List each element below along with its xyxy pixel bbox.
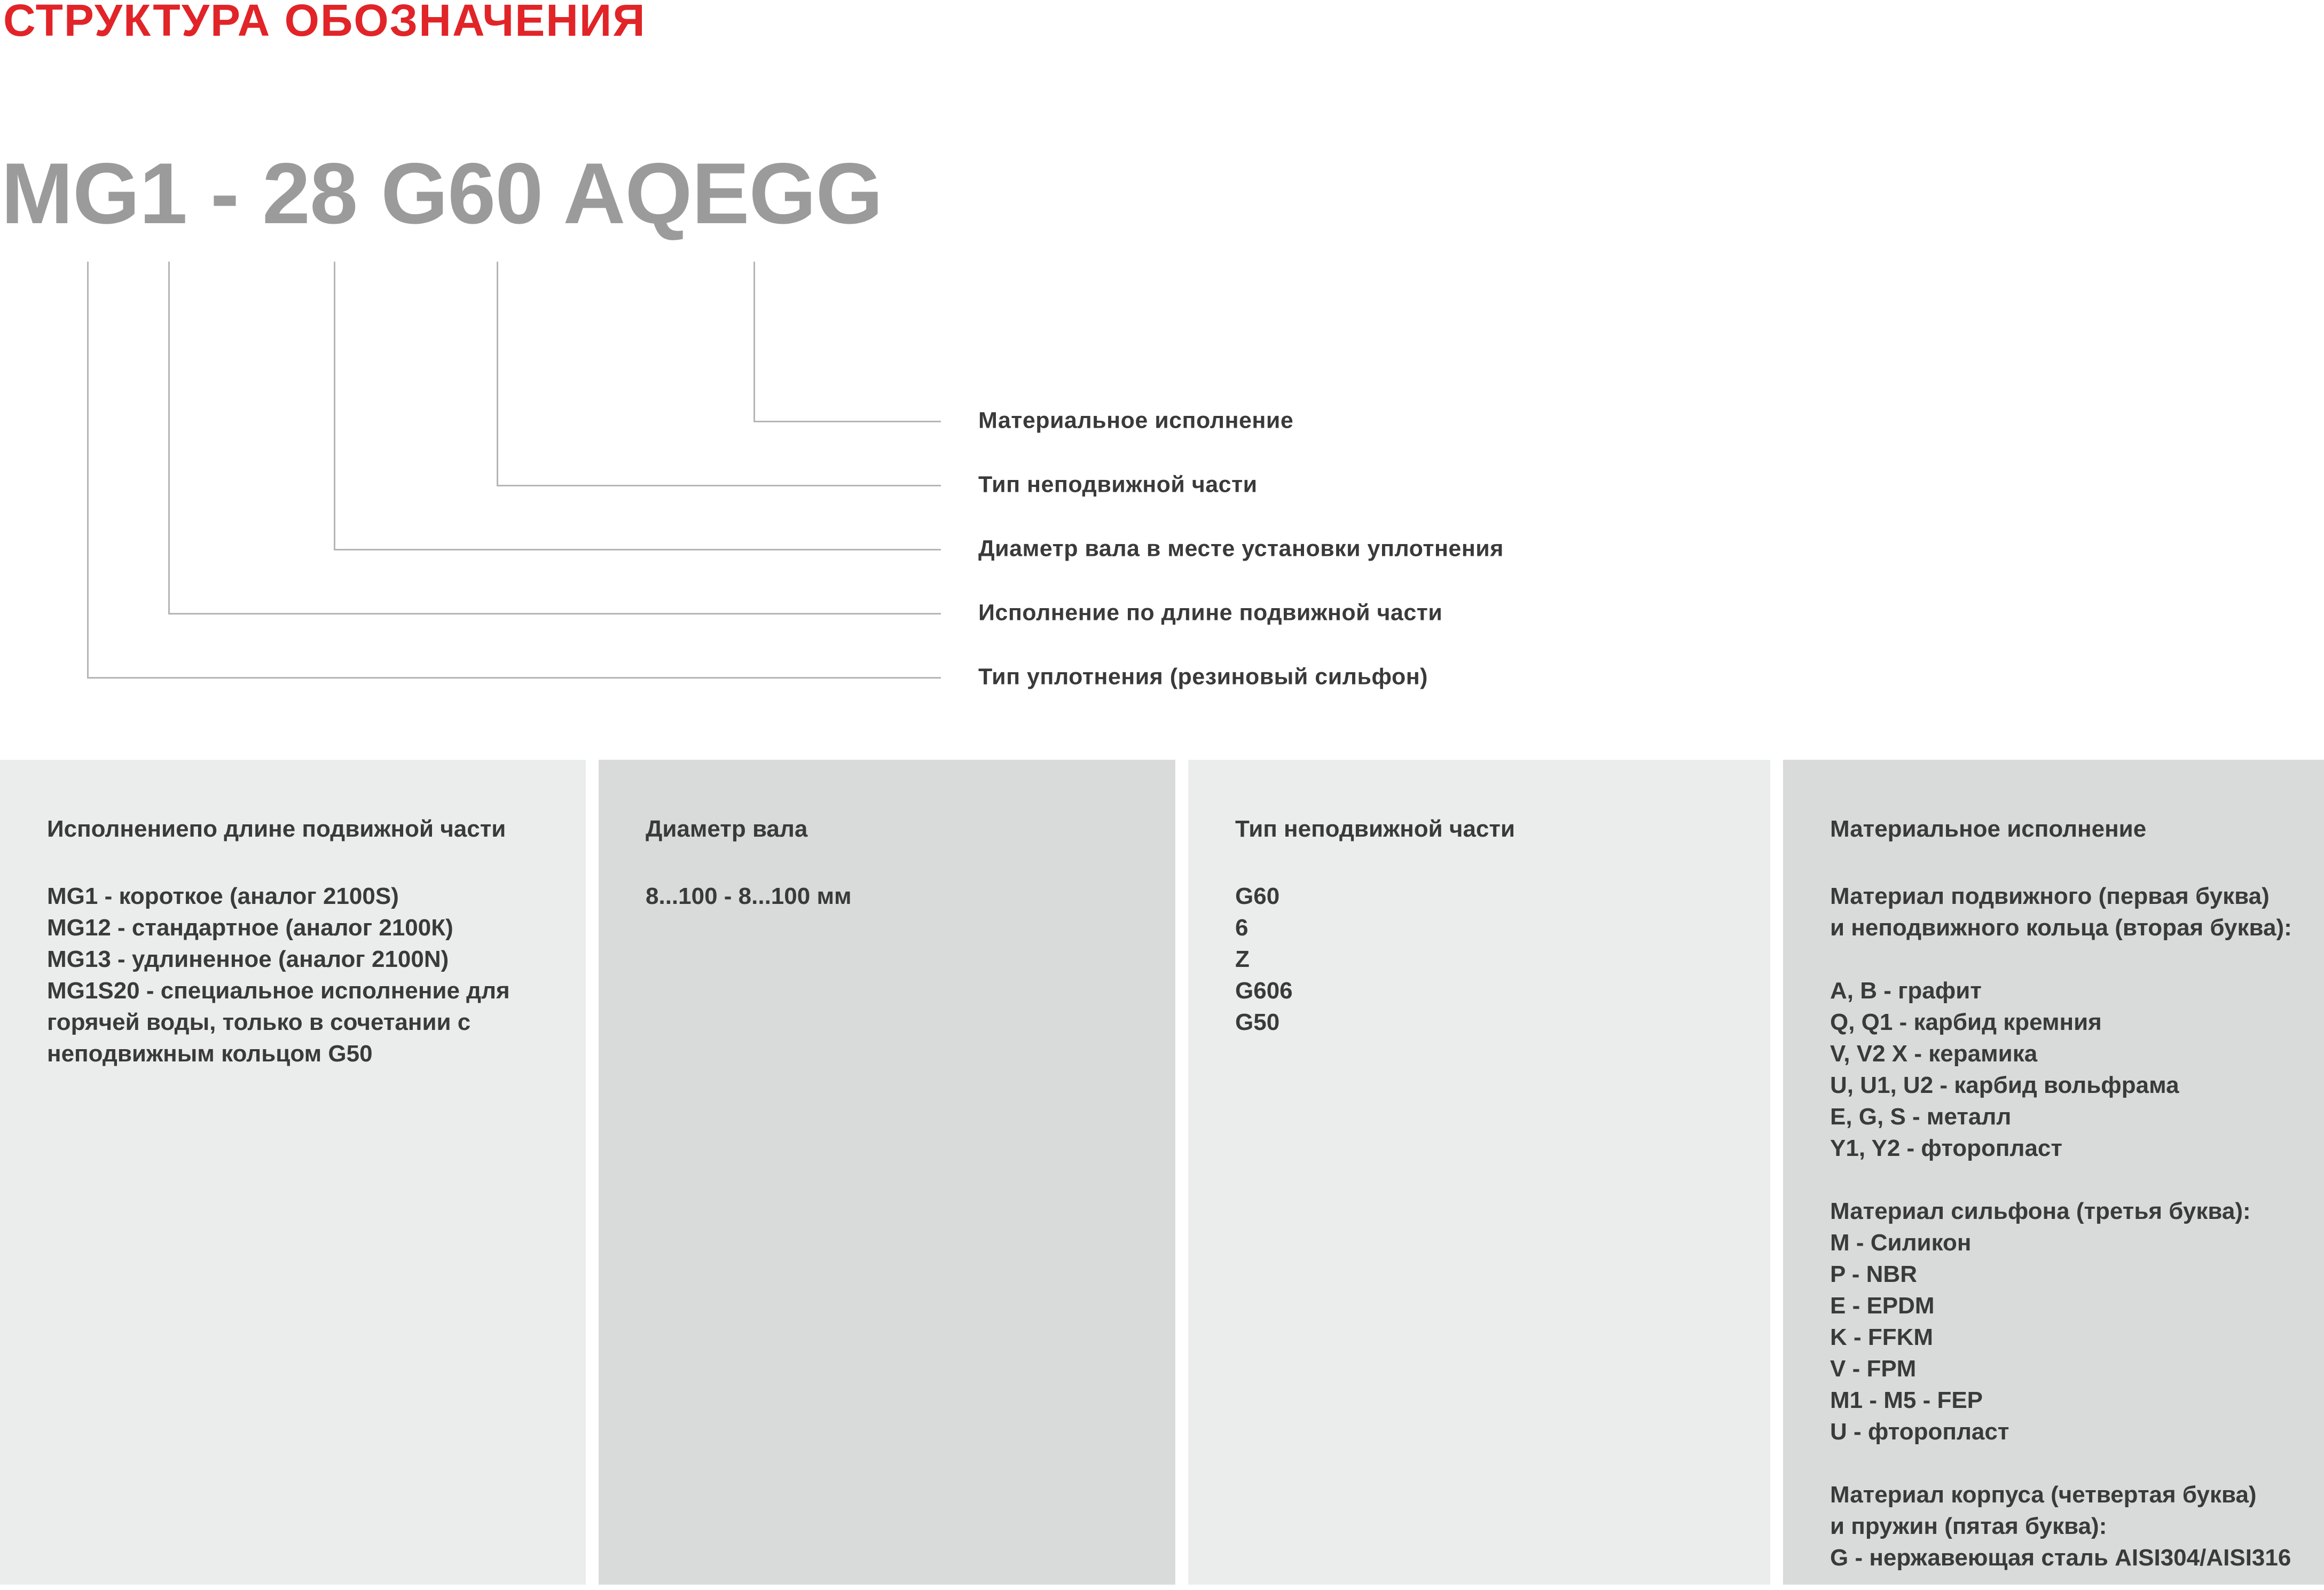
column-line: Q, Q1 - карбид кремния bbox=[1830, 1009, 2102, 1035]
column-line: E, G, S - металл bbox=[1830, 1104, 2012, 1130]
column-header: Диаметр вала bbox=[646, 816, 808, 842]
column-header: Тип неподвижной части bbox=[1235, 816, 1516, 842]
column-line: неподвижным кольцом G50 bbox=[47, 1041, 373, 1067]
column-line: Материал корпуса (четвертая буква) bbox=[1830, 1482, 2257, 1508]
column-line: V - FPM bbox=[1830, 1356, 1917, 1382]
column-line: M - Силикон bbox=[1830, 1230, 1972, 1256]
column-line: MG1S20 - специальное исполнение для bbox=[47, 978, 510, 1004]
column-stationary-type bbox=[1188, 760, 1770, 1585]
column-line: E - EPDM bbox=[1830, 1293, 1935, 1319]
callout-line-vertical bbox=[334, 262, 335, 550]
column-line: Материал подвижного (первая буква) bbox=[1830, 883, 2270, 909]
column-line: Y1, Y2 - фторопласт bbox=[1830, 1135, 2062, 1161]
callout-line-horizontal bbox=[753, 421, 941, 422]
column-paragraph bbox=[646, 880, 1170, 912]
callout-line-horizontal bbox=[334, 549, 941, 550]
product-code: MG1 - 28 G60 AQEGG bbox=[1, 145, 883, 242]
column-paragraph bbox=[1830, 1195, 2319, 1447]
callout-label-seal-type: Тип уплотнения (резиновый сильфон) bbox=[978, 664, 1428, 690]
column-paragraph bbox=[47, 880, 580, 1069]
column-material bbox=[1783, 760, 2324, 1585]
column-length-variant bbox=[0, 760, 586, 1585]
callout-line-vertical bbox=[497, 262, 498, 486]
column-line: M1 - M5 - FEP bbox=[1830, 1387, 1983, 1413]
callout-line-horizontal bbox=[87, 677, 941, 679]
column-line: K - FFKM bbox=[1830, 1324, 1934, 1350]
column-line: P - NBR bbox=[1830, 1261, 1917, 1287]
column-header: Исполнениепо длине подвижной части bbox=[47, 816, 506, 842]
callout-line-vertical bbox=[87, 262, 89, 679]
column-line: Z bbox=[1235, 946, 1250, 972]
column-paragraph bbox=[1830, 975, 2319, 1164]
column-shaft-diameter bbox=[599, 760, 1175, 1585]
column-line: и пружин (пятая буква): bbox=[1830, 1513, 2107, 1539]
callout-label-length-variant: Исполнение по длине подвижной части bbox=[978, 600, 1443, 626]
column-line: 8...100 - 8...100 мм bbox=[646, 883, 852, 909]
column-paragraph bbox=[1830, 880, 2319, 943]
callout-label-shaft-diameter: Диаметр вала в месте установки уплотнения bbox=[978, 536, 1504, 562]
column-line: 6 bbox=[1235, 915, 1249, 941]
column-line: G606 bbox=[1235, 978, 1293, 1004]
callout-line-vertical bbox=[753, 262, 755, 422]
column-line: V, V2 X - керамика bbox=[1830, 1041, 2038, 1067]
page-title: СТРУКТУРА ОБОЗНАЧЕНИЯ bbox=[3, 0, 646, 45]
column-line: G50 bbox=[1235, 1009, 1280, 1035]
column-paragraph bbox=[1235, 880, 1765, 1038]
column-paragraph bbox=[1830, 1479, 2319, 1573]
callout-line-horizontal bbox=[497, 485, 941, 486]
column-line: MG1 - короткое (аналог 2100S) bbox=[47, 883, 399, 909]
callout-line-horizontal bbox=[168, 613, 941, 615]
column-line: А, B - графит bbox=[1830, 978, 1982, 1004]
column-line: горячей воды, только в сочетании с bbox=[47, 1009, 471, 1035]
callout-line-vertical bbox=[168, 262, 170, 615]
column-line: G - нержавеющая сталь AISI304/AISI316 bbox=[1830, 1545, 2291, 1571]
column-line: U, U1, U2 - карбид вольфрама bbox=[1830, 1072, 2179, 1098]
column-line: MG12 - стандартное (аналог 2100К) bbox=[47, 915, 453, 941]
column-line: Материал сильфона (третья буква): bbox=[1830, 1198, 2251, 1224]
column-line: U - фторопласт bbox=[1830, 1419, 2009, 1445]
callout-label-material: Материальное исполнение bbox=[978, 407, 1294, 434]
column-line: G60 bbox=[1235, 883, 1280, 909]
column-line: и неподвижного кольца (вторая буква): bbox=[1830, 915, 2292, 941]
column-line: MG13 - удлиненное (аналог 2100N) bbox=[47, 946, 449, 972]
callout-label-stationary-type: Тип неподвижной части bbox=[978, 471, 1258, 498]
column-header: Материальное исполнение bbox=[1830, 816, 2147, 842]
